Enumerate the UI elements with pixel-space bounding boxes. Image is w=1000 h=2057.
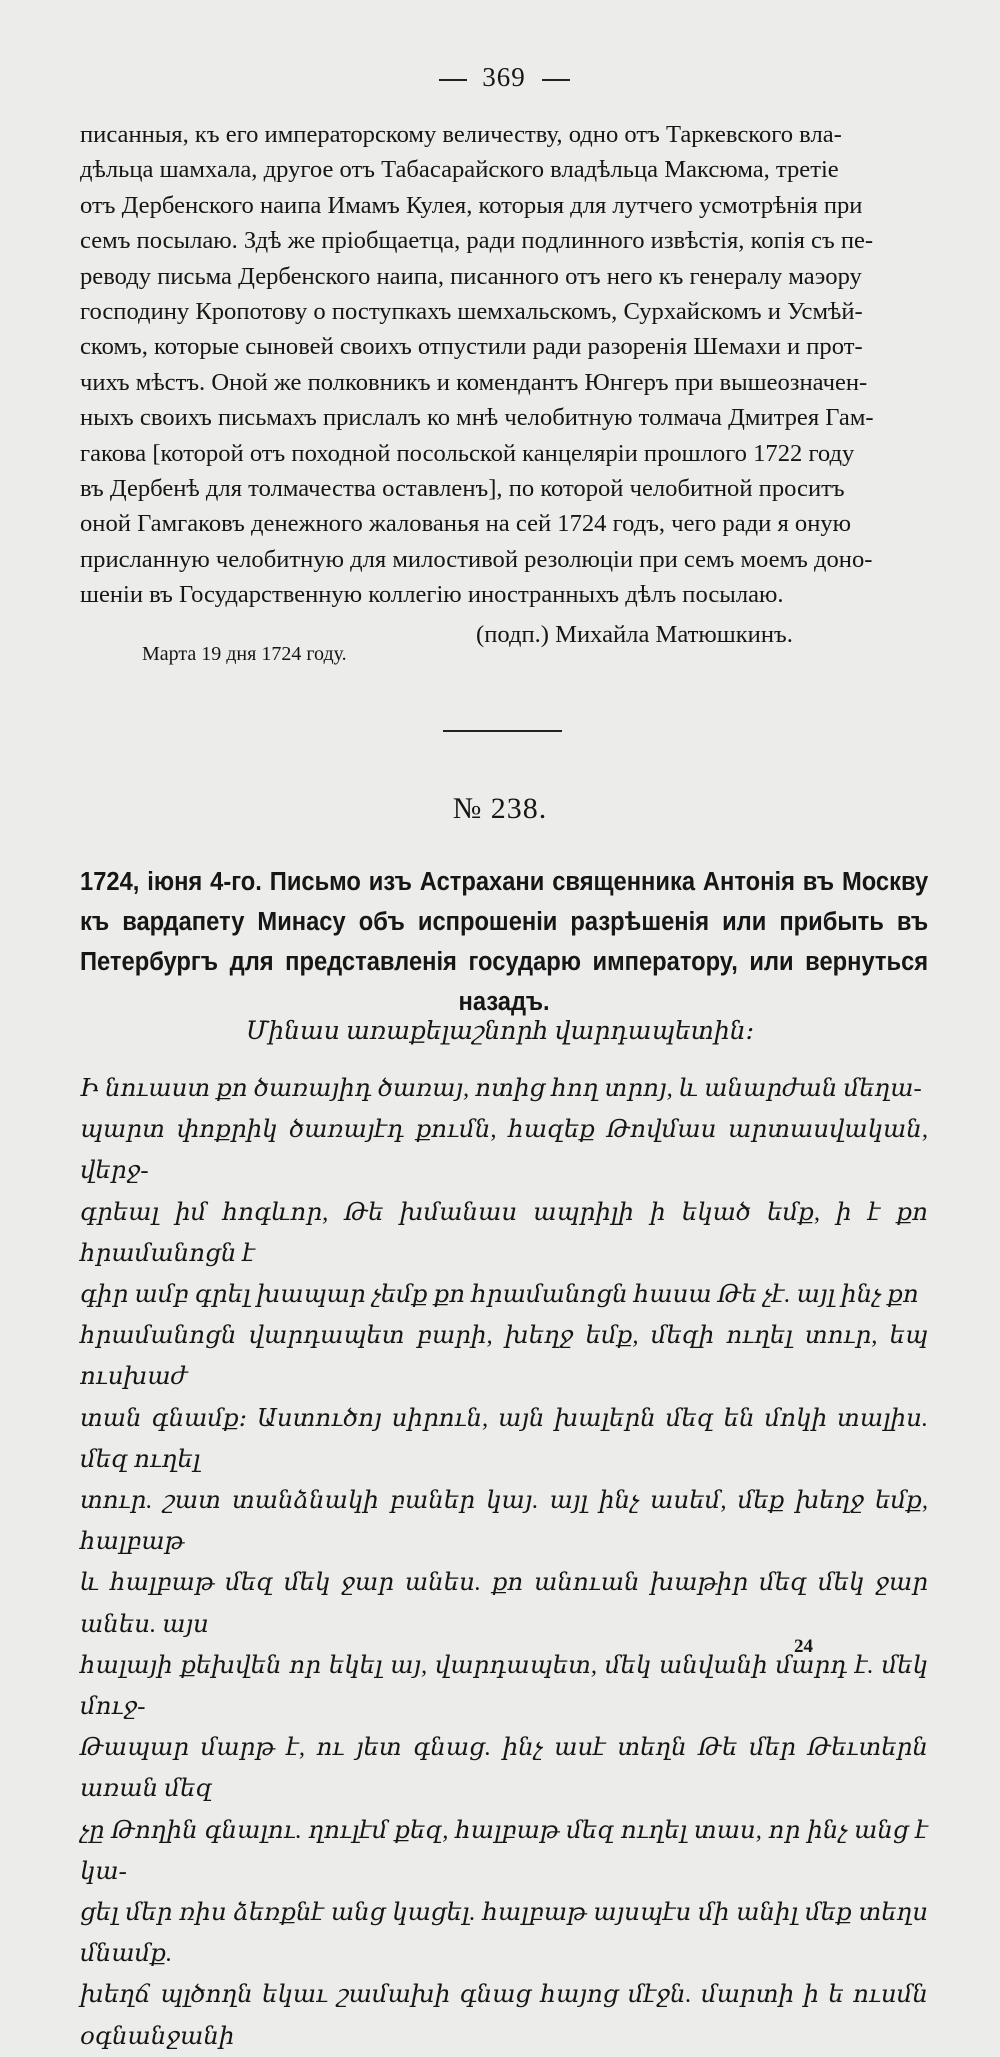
signature-mark: 24 [794,1636,813,1657]
body-line: шеніи въ Государственную коллегію иностранныхъ дѣлъ посылаю. [80,581,784,609]
document-heading: 1724, іюня 4-го. Письмо изъ Астрахани священника Антонія въ Москву къ вардапету Минасу объ испрошеніи разрѣшенія или прибыть въ Петербургъ для представленія государю императору, или вернуться назадъ. [80,868,929,1016]
section-separator [443,730,562,732]
body-line: писанныя, къ его императорскому величеству, одно отъ Таркевского вла- [80,121,842,148]
body-line: въ Дербенѣ для толмачества оставленъ], по которой челобитной проситъ [80,475,845,503]
page-number-dash-left [439,79,467,81]
letter-line: հրամանոցն վարդապետ բարի, խեղջ եմք, մեզի ուղել տուր, եպ ուսխաժ [80,1322,928,1391]
page-number-value: 369 [482,62,526,92]
letter-line: հալայի քեխվեն որ եկել այ, վարդապետ, մեկ անվանի մարդ է. մեկ մուջ- [80,1651,928,1721]
body-line: ныхъ своихъ письмахъ прислалъ ко мнѣ челобитную толмача Дмитрея Гам- [80,404,874,432]
letter-line: և հալբաթ մեզ մեկ ջար անես. քո անուան խաթիր մեզ մեկ ջար անես. այս [80,1569,928,1638]
body-line: скомъ, которые сыновей своихъ отпустили ради разоренія Шемахи и прот- [80,333,863,361]
letter-line: գրեալ իմ հոգևոր, Թե խմանաս ապրիլի ի եկած եմք, ի է քո հրամանոցն է [80,1198,928,1267]
body-line: дѣльца шамхала, другое отъ Табасарайского владѣльца Максюма, третіе [80,156,839,184]
body-line: присланную челобитную для милостивой резолюціи при семъ моемъ доно- [80,545,873,573]
letter-line: տուր. շատ տանձնակի բաներ կայ. այլ ինչ ասեմ, մեք խեղջ եմք, հալբաթ [80,1487,928,1556]
body-line: оной Гамгаковъ денежного жалованья на сей 1724 годъ, чего ради я оную [80,510,852,538]
body-line: семъ посылаю. Здѣ же пріобщаетца, ради подлинного извѣстія, копія съ пе- [80,227,874,255]
letter-title: Մինաս առաքելաշնորհ վարդապետին։ [245,1018,755,1045]
body-line: господину Кропотову о поступкахъ шемхальскомъ, Сурхайскомъ и Усмѣй- [80,298,863,326]
page-number-dash-right [542,79,570,81]
letter-line: Ի նուաստ քո ծառայիդ ծառայ, ոտից հող տրոյ, և անարժան մեղա- [80,1075,922,1102]
body-text [80,117,928,613]
body-line: отъ Дербенского наипа Имамъ Кулея, которыя для лутчего усмотрѣнія при [80,191,863,219]
letter-line: տան գնամք։ Աստուծոյ սիրուն, այն խալերն մեզ են մոկի տալիս. մեզ ուղել [80,1404,928,1473]
page-number [80,0,928,93]
signature: (подп.) Михайла Матюшкинъ. [476,620,793,648]
letter-body [80,1068,928,2057]
body-line: гакова [которой отъ походной посольской канцеляріи прошлого 1722 году [80,439,855,467]
body-line: чихъ мѣстъ. Оной же полковникъ и комендантъ Юнгеръ при вышеозначен- [80,368,868,396]
letter-line: Թապար մարթ է, ու յետ գնաց. ինչ ասէ տեղն Թե մեր Թեւտերն առան մեզ [80,1734,928,1803]
closing-block [80,621,928,681]
letter-line: խեղճ պլծողն եկաւ շամախի գնաց հայոց մէջն. մարտի ի ե ուսմն օգնանջանի [80,1981,928,2050]
letter-line: պարտ փոքրիկ ծառայէդ քումն, հազեք Թովմաս արտասվական, վերջ- [80,1116,928,1185]
body-line: реводу письма Дербенского наипа, писанного отъ него къ генералу маэору [80,262,862,290]
document-number: № 238. [452,792,548,825]
date-line: Марта 19 дня 1724 году. [142,642,347,665]
letter-line: չը Թողին գնալու. ղուլէմ քեզ, հալբաթ մեզ ուղել տաս, որ ինչ անց է կա- [80,1816,928,1885]
letter-line: գիր ամբ գրել խապար չեմք քո հրամանոցն հասա Թե չէ. այլ ինչ քո [80,1281,919,1309]
letter-line: ցել մեր ռիս ձեռքնէ անց կացել. հալբաթ այսպէս մի անիլ մեք տեղս մնամք. [80,1899,928,1968]
